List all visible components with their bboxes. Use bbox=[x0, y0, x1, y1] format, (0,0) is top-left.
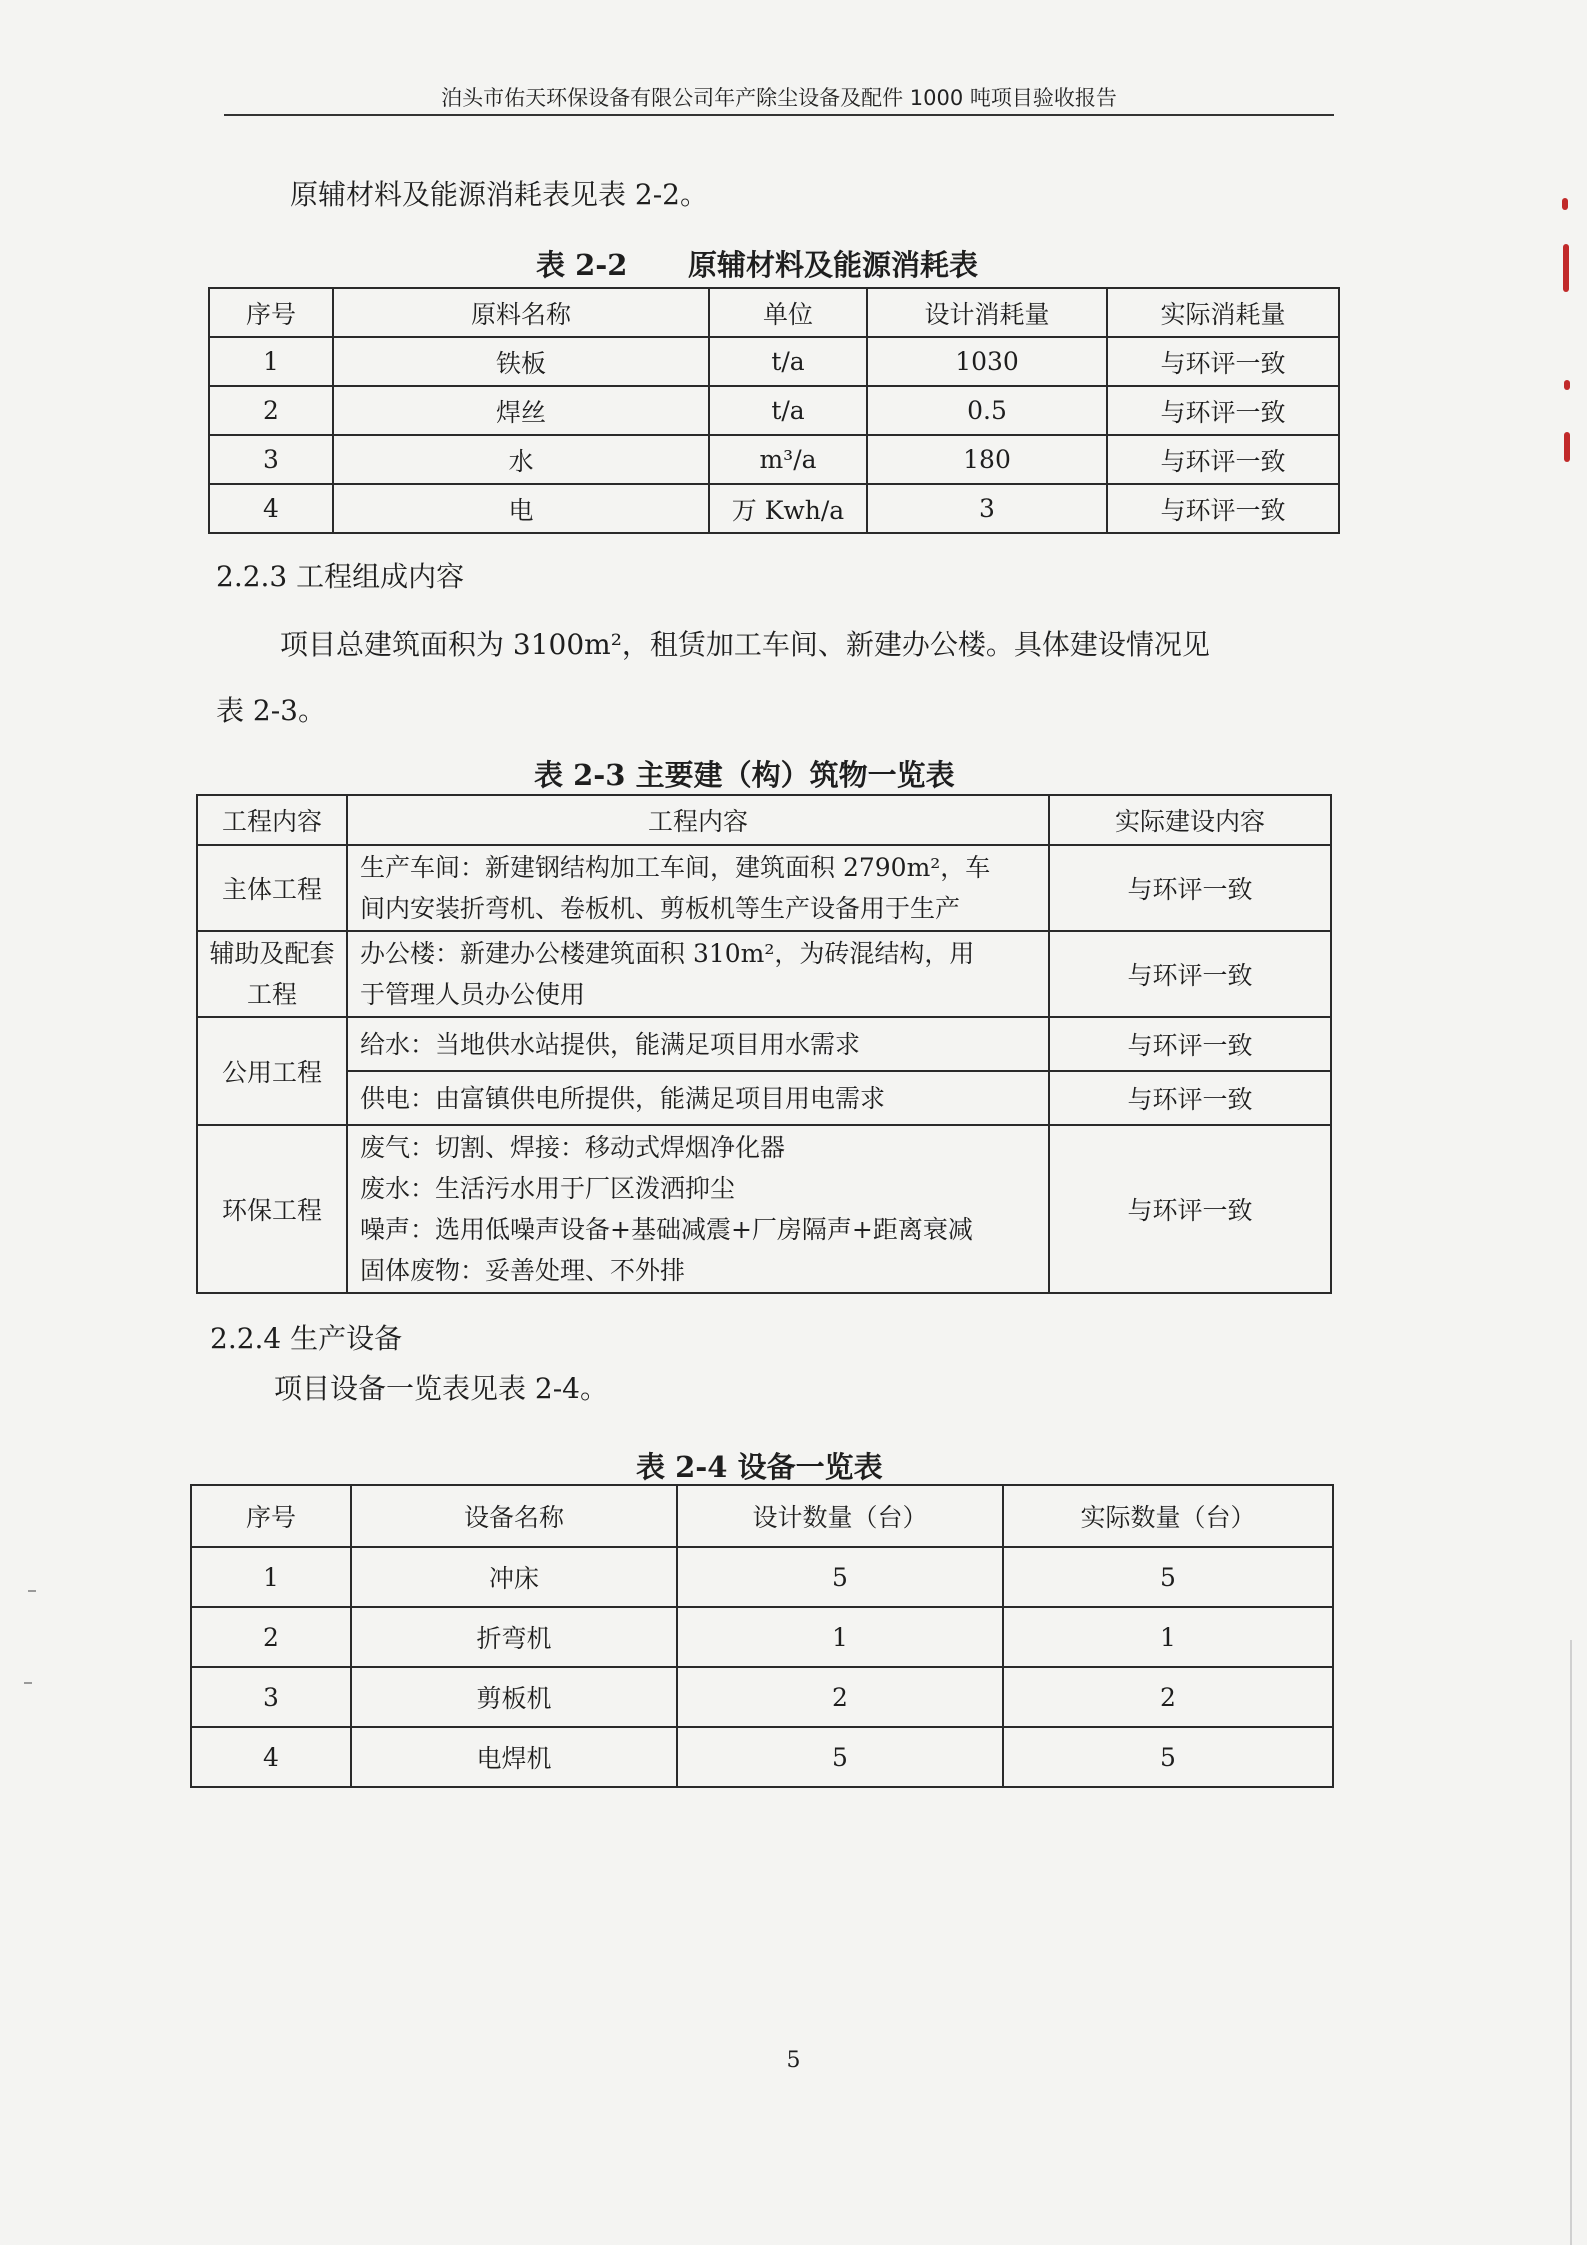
table-cell: 5 bbox=[1003, 1547, 1333, 1607]
table-header-row bbox=[197, 795, 1331, 845]
table-cell: 电 bbox=[333, 484, 709, 533]
category-cell: 主体工程 bbox=[197, 845, 347, 931]
table-cell: 1 bbox=[1003, 1607, 1333, 1667]
table-2-3-caption: 表 2-3 主要建（构）筑物一览表 bbox=[534, 758, 955, 792]
header-cell: 实际消耗量 bbox=[1107, 288, 1339, 337]
table-2-4 bbox=[190, 1484, 1334, 1788]
table-2-2 bbox=[208, 287, 1340, 534]
table-row bbox=[197, 931, 1331, 1017]
table-2-4-caption: 表 2-4 设备一览表 bbox=[636, 1450, 883, 1484]
section-2-2-3-heading: 2.2.3 工程组成内容 bbox=[216, 560, 465, 593]
category-text: 辅助及配套工程 bbox=[209, 939, 335, 1009]
table-cell: 2 bbox=[191, 1607, 351, 1667]
category-cell: 公用工程 bbox=[197, 1017, 347, 1125]
header-cell: 序号 bbox=[191, 1485, 351, 1547]
table-row bbox=[191, 1667, 1333, 1727]
table-2-2-caption-number: 表 2-2 bbox=[536, 248, 628, 282]
table-row bbox=[209, 435, 1339, 484]
table-cell: m³/a bbox=[709, 435, 867, 484]
content-line: 废水：生活污水用于厂区泼洒抑尘 bbox=[360, 1174, 736, 1203]
content-cell bbox=[347, 1125, 1049, 1293]
actual-cell: 与环评一致 bbox=[1049, 1017, 1331, 1071]
section-2-2-3-paragraph-line-1: 项目总建筑面积为 3100m²，租赁加工车间、新建办公楼。具体建设情况见 bbox=[280, 628, 1210, 661]
seal-edge-mark bbox=[1564, 432, 1570, 462]
category-cell bbox=[197, 931, 347, 1017]
content-line: 办公楼：新建办公楼建筑面积 310m²，为砖混结构，用 bbox=[360, 939, 975, 968]
table-cell: 剪板机 bbox=[351, 1667, 677, 1727]
table-cell: 万 Kwh/a bbox=[709, 484, 867, 533]
table-row bbox=[197, 1071, 1331, 1125]
table-cell: 5 bbox=[1003, 1727, 1333, 1787]
content-line: 间内安装折弯机、卷板机、剪板机等生产设备用于生产 bbox=[360, 894, 961, 923]
table-row bbox=[197, 1017, 1331, 1071]
scan-speck bbox=[24, 1682, 32, 1684]
table-cell: 与环评一致 bbox=[1107, 337, 1339, 386]
table-cell: t/a bbox=[709, 337, 867, 386]
table-row bbox=[209, 337, 1339, 386]
table-cell: 3 bbox=[867, 484, 1107, 533]
header-cell: 实际数量（台） bbox=[1003, 1485, 1333, 1547]
content-cell bbox=[347, 845, 1049, 931]
seal-edge-mark bbox=[1563, 244, 1569, 292]
header-cell: 工程内容 bbox=[197, 795, 347, 845]
header-cell: 设备名称 bbox=[351, 1485, 677, 1547]
header-cell: 单位 bbox=[709, 288, 867, 337]
intro-2-2-text: 原辅材料及能源消耗表见表 2-2。 bbox=[290, 178, 708, 211]
table-row bbox=[209, 484, 1339, 533]
header-cell: 设计数量（台） bbox=[677, 1485, 1003, 1547]
header-cell: 工程内容 bbox=[347, 795, 1049, 845]
table-cell: 2 bbox=[209, 386, 333, 435]
table-header-row bbox=[191, 1485, 1333, 1547]
actual-cell: 与环评一致 bbox=[1049, 931, 1331, 1017]
scan-speck bbox=[28, 1590, 36, 1592]
table-cell: 4 bbox=[209, 484, 333, 533]
running-header: 泊头市佑天环保设备有限公司年产除尘设备及配件 1000 吨项目验收报告 bbox=[441, 86, 1117, 110]
content-line: 给水：当地供水站提供，能满足项目用水需求 bbox=[360, 1029, 861, 1059]
table-cell: 3 bbox=[209, 435, 333, 484]
content-line: 噪声：选用低噪声设备+基础减震+厂房隔声+距离衰减 bbox=[360, 1215, 973, 1244]
table-cell: 2 bbox=[1003, 1667, 1333, 1727]
table-cell: t/a bbox=[709, 386, 867, 435]
table-cell: 水 bbox=[333, 435, 709, 484]
table-cell: 焊丝 bbox=[333, 386, 709, 435]
table-cell: 180 bbox=[867, 435, 1107, 484]
header-cell: 序号 bbox=[209, 288, 333, 337]
actual-cell: 与环评一致 bbox=[1049, 845, 1331, 931]
table-cell: 1030 bbox=[867, 337, 1107, 386]
content-line: 生产车间：新建钢结构加工车间，建筑面积 2790m²，车 bbox=[360, 853, 991, 882]
table-cell: 3 bbox=[191, 1667, 351, 1727]
table-2-2-caption-title: 原辅材料及能源消耗表 bbox=[688, 248, 979, 282]
header-rule bbox=[224, 114, 1334, 116]
table-row bbox=[197, 1125, 1331, 1293]
table-cell: 1 bbox=[191, 1547, 351, 1607]
content-line: 供电：由富镇供电所提供，能满足项目用电需求 bbox=[360, 1083, 886, 1113]
table-cell: 电焊机 bbox=[351, 1727, 677, 1787]
scan-edge-line bbox=[1570, 1640, 1572, 2245]
table-cell: 与环评一致 bbox=[1107, 484, 1339, 533]
table-cell: 0.5 bbox=[867, 386, 1107, 435]
section-2-2-4-heading: 2.2.4 生产设备 bbox=[210, 1322, 403, 1355]
seal-edge-mark bbox=[1562, 198, 1568, 210]
table-cell: 折弯机 bbox=[351, 1607, 677, 1667]
table-cell: 5 bbox=[677, 1547, 1003, 1607]
content-line: 废气：切割、焊接：移动式焊烟净化器 bbox=[360, 1133, 786, 1162]
table-cell: 与环评一致 bbox=[1107, 435, 1339, 484]
content-cell bbox=[347, 931, 1049, 1017]
table-row bbox=[191, 1607, 1333, 1667]
table-row bbox=[197, 845, 1331, 931]
table-cell: 2 bbox=[677, 1667, 1003, 1727]
actual-cell: 与环评一致 bbox=[1049, 1125, 1331, 1293]
table-cell: 4 bbox=[191, 1727, 351, 1787]
table-cell: 5 bbox=[677, 1727, 1003, 1787]
page-number: 5 bbox=[786, 2048, 801, 2073]
content-line: 固体废物：妥善处理、不外排 bbox=[360, 1256, 686, 1285]
table-row bbox=[209, 386, 1339, 435]
table-cell: 冲床 bbox=[351, 1547, 677, 1607]
table-row bbox=[191, 1547, 1333, 1607]
header-cell: 实际建设内容 bbox=[1049, 795, 1331, 845]
content-line: 于管理人员办公使用 bbox=[360, 980, 586, 1009]
table-header-row bbox=[209, 288, 1339, 337]
table-row bbox=[191, 1727, 1333, 1787]
section-2-2-3-paragraph-line-2: 表 2-3。 bbox=[216, 694, 326, 727]
actual-cell: 与环评一致 bbox=[1049, 1071, 1331, 1125]
section-2-2-4-paragraph: 项目设备一览表见表 2-4。 bbox=[274, 1372, 608, 1405]
content-cell bbox=[347, 1017, 1049, 1071]
content-cell bbox=[347, 1071, 1049, 1125]
table-2-3 bbox=[196, 794, 1332, 1294]
table-cell: 1 bbox=[677, 1607, 1003, 1667]
table-cell: 1 bbox=[209, 337, 333, 386]
table-cell: 与环评一致 bbox=[1107, 386, 1339, 435]
header-cell: 设计消耗量 bbox=[867, 288, 1107, 337]
seal-edge-mark bbox=[1564, 380, 1570, 390]
category-cell: 环保工程 bbox=[197, 1125, 347, 1293]
table-cell: 铁板 bbox=[333, 337, 709, 386]
header-cell: 原料名称 bbox=[333, 288, 709, 337]
